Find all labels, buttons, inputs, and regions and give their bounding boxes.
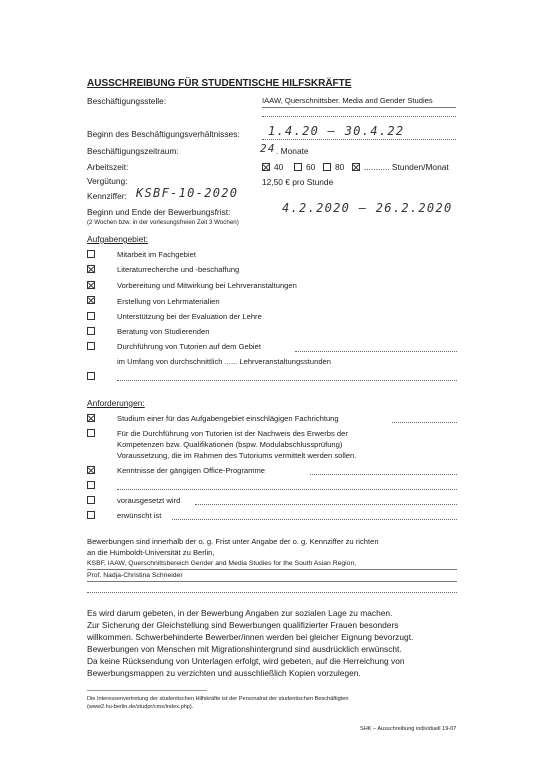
page-title: AUSSCHREIBUNG FÜR STUDENTISCHE HILFSKRÄFTE — [87, 78, 352, 89]
beginn-label: Beginn des Beschäftigungsverhältnisses: — [87, 129, 240, 139]
tutorien-gebiet-line — [295, 351, 457, 352]
tutorien-line-2: Kompetenzen bzw. Qualifikationen (bspw. Modulabschlussprüfung) — [117, 440, 343, 449]
aufgabe-2-checkbox[interactable] — [87, 281, 95, 289]
arbeitszeit-80-label: 80 — [335, 162, 345, 172]
umfang-text: im Umfang von durchschnittlich ...... Lehrveranstaltungsstunden — [117, 357, 332, 366]
zeitraum-unit: . Monate — [276, 146, 309, 156]
arbeitszeit-40-checkbox[interactable] — [262, 163, 270, 171]
aufgabe-4-checkbox[interactable] — [87, 312, 95, 320]
tutorien-line-3: Voraussetzung, die im Rahmen des Tutoriums vermittelt werden sollen. — [117, 451, 357, 460]
arbeitszeit-60-checkbox[interactable] — [294, 163, 302, 171]
zeitraum-label: Beschäftigungszeitraum: — [87, 146, 179, 156]
hinweis-line: Bewerbungen von Menschen mit Migrationshintergrund sind ausdrücklich erwünscht. — [87, 644, 402, 654]
arbeitszeit-40-label: 40 — [274, 162, 284, 172]
frist-label: Beginn und Ende der Bewerbungsfrist: — [87, 207, 231, 217]
erwuenscht-checkbox[interactable] — [87, 511, 95, 519]
tutorien-line-1: Für die Durchführung von Tutorien ist der Nachweis des Erwerbs der — [117, 429, 348, 438]
aufgabe-6-checkbox[interactable] — [87, 342, 95, 350]
hinweis-line: willkommen. Schwerbehinderte Bewerber/innen werden bei gleicher Eignung bevorzugt. — [87, 632, 414, 642]
kennziffer-label: Kennziffer: — [87, 191, 127, 201]
stelle-label: Beschäftigungsstelle: — [87, 96, 167, 106]
aufgabe-other-line — [117, 380, 457, 381]
verguetung-label: Vergütung: — [87, 176, 128, 186]
footer-line-1: Die Interessenvertretung der studentischen Hilfskräfte ist der Personalrat der studentischen Beschäftigten — [87, 696, 349, 702]
aufgabe-3-checkbox[interactable] — [87, 296, 95, 304]
hinweis-line: Es wird darum gebeten, in der Bewerbung Angaben zur sozialen Lage zu machen. — [87, 608, 393, 618]
office-label: Kenntnisse der gängigen Office-Programme — [117, 466, 266, 475]
footer-right: SHK – Ausschreibung individuell 19-07 — [360, 726, 457, 732]
bewerbung-address-2: Prof. Nadja-Christina Schneider — [87, 572, 183, 579]
hinweis-line: Zur Sicherung der Gleichstellung sind Bewerbungen qualifizierter Frauen besonders — [87, 620, 399, 630]
address-1-underline — [87, 569, 457, 570]
aufgabe-2-label: Vorbereitung und Mitwirkung bei Lehrveranstaltungen — [117, 281, 297, 290]
arbeitszeit-label: Arbeitszeit: — [87, 162, 129, 172]
anforderungen-heading: Anforderungen: — [87, 398, 145, 408]
aufgabe-3-label: Erstellung von Lehrmaterialien — [117, 297, 220, 306]
studium-checkbox[interactable] — [87, 414, 95, 422]
studium-label: Studium einer für das Aufgabengebiet einschlägigen Fachrichtung — [117, 414, 339, 423]
vorausgesetzt-checkbox[interactable] — [87, 496, 95, 504]
bewerbung-line-1: Bewerbungen sind innerhalb der o. g. Frist unter Angabe der o. g. Kennziffer zu richten — [87, 537, 379, 546]
aufgabe-1-checkbox[interactable] — [87, 265, 95, 273]
aufgabe-4-label: Unterstützung bei der Evaluation der Lehre — [117, 312, 262, 321]
tutorien-checkbox[interactable] — [87, 429, 95, 437]
zeitraum-number: 24 — [260, 142, 276, 155]
studium-line — [392, 422, 457, 423]
aufgaben-heading: Aufgabengebiet: — [87, 234, 149, 244]
arbeitszeit-custom-label: ........... Stunden/Monat — [364, 162, 449, 172]
verguetung-value: 12,50 € pro Stunde — [262, 177, 334, 187]
beginn-line — [262, 139, 456, 140]
bewerbung-line-2: an die Humboldt-Universität zu Berlin, — [87, 548, 215, 557]
aufgabe-6-label: Durchführung von Tutorien auf dem Gebiet — [117, 342, 261, 351]
hinweis-line: Bewerbungsmappen zu verzichten und ausschließlich Kopien vorzulegen. — [87, 668, 361, 678]
vorausgesetzt-label: vorausgesetzt wird — [117, 496, 181, 505]
bewerbung-address-1: KSBF, IAAW, Querschnittsbereich Gender and Media Studies for the South Asian Region, — [87, 560, 357, 567]
erwuenscht-line — [172, 519, 457, 520]
kennziffer-value: KSBF-10-2020 — [136, 186, 239, 200]
footer-line-2: (www2.hu-berlin.de/studpr/cms/index.php). — [87, 704, 194, 710]
anforderung-other-line — [117, 489, 457, 490]
erwuenscht-label: erwünscht ist — [117, 511, 162, 520]
hinweis-line: Da keine Rücksendung von Unterlagen erfolgt, wird gebeten, auf die Herreichung von — [87, 656, 405, 666]
vorausgesetzt-line — [195, 504, 457, 505]
stelle-value: IAAW, Querschnittsber. Media and Gender Studies — [262, 96, 433, 105]
frist-value: 4.2.2020 – 26.2.2020 — [282, 201, 453, 215]
office-line — [310, 474, 457, 475]
aufgabe-0-label: Mitarbeit im Fachgebiet — [117, 250, 196, 259]
aufgabe-5-label: Beratung von Studierenden — [117, 327, 210, 336]
office-checkbox[interactable] — [87, 466, 95, 474]
arbeitszeit-60-label: 60 — [306, 162, 316, 172]
beginn-value: 1.4.20 – 30.4.22 — [268, 124, 405, 138]
arbeitszeit-custom-checkbox[interactable] — [352, 163, 360, 171]
aufgabe-1-label: Literaturrecherche und -beschaffung — [117, 265, 240, 274]
anforderung-other-checkbox[interactable] — [87, 481, 95, 489]
aufgabe-0-checkbox[interactable] — [87, 250, 95, 258]
arbeitszeit-80-checkbox[interactable] — [323, 163, 331, 171]
address-extra-line — [87, 592, 457, 593]
footer-divider — [87, 690, 207, 691]
aufgabe-5-checkbox[interactable] — [87, 327, 95, 335]
aufgabe-other-checkbox[interactable] — [87, 372, 95, 380]
address-2-underline — [87, 581, 457, 582]
frist-note: (2 Wochen bzw. in der vorlesungsfreien Zeit 3 Wochen) — [87, 219, 239, 226]
stelle-extra-line — [262, 116, 456, 117]
stelle-underline — [262, 107, 456, 108]
